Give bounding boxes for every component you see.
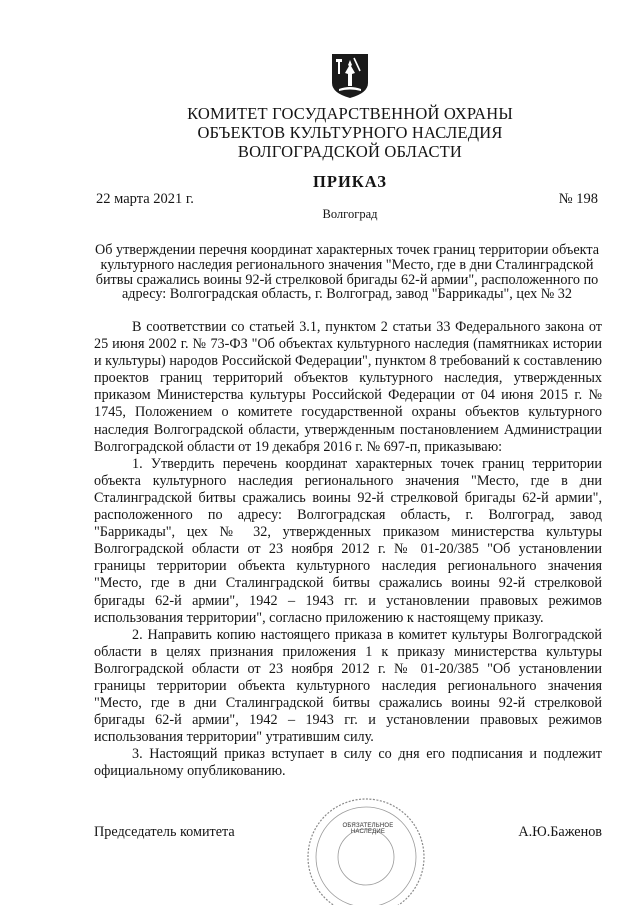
- order-number: № 198: [558, 191, 598, 207]
- order-title: ПРИКАЗ: [313, 172, 387, 191]
- committee-name-line: КОМИТЕТ ГОСУДАРСТВЕННОЙ ОХРАНЫ: [187, 104, 513, 123]
- preamble-paragraph: В соответствии со статьей 3.1, пунктом 2 статьи 33 Федерального закона от 25 июня 2002 г. № 73-ФЗ "Об объектах культурного наследия (памятниках истории и культуры) народов Российской Федерации", пунктом 8 требований к составлению проектов границ территорий объектов культурного наследия, утвержденных приказом Министерства культуры Российской Федерации от 04 июня 2015 г. № 1745, Положением о комитете государственной охраны объектов культурного наследия Волгоградской области, утвержденным постановлением Администрации Волгоградской области от 19 декабря 2016 г. № 697-п, приказываю:: [94, 319, 602, 455]
- official-stamp: [298, 785, 434, 905]
- order-subject: Об утверждении перечня координат характерных точек границ территории объекта культурного наследия регионального значения "Место, где в дни Сталинградской битвы сражались воины 92-й стрелковой бригады 62-й армии", расположенного по адресу: Волгоградская область, г. Волгоград, завод "Баррикады", цех № 32: [94, 242, 599, 303]
- stamp-text: ОБЯЗАТЕЛЬНОЕ НАСЛЕДИЕ: [342, 823, 394, 835]
- order-item-2: 2. Направить копию настоящего приказа в комитет культуры Волгоградской области в целях признания приложения 1 к приказу министерства культуры Волгоградской области от 23 ноября 2012 г. № 01-20/385 "Об установлении границы территории объекта культурного наследия регионального значения "Место, где в дни Сталинградской битвы сражались воины 92-й стрелковой бригады 62-й армии", 1942 – 1943 гг. и установлении правовых режимов использования территории" утратившим силу.: [94, 626, 602, 746]
- order-city: Волгоград: [322, 207, 378, 221]
- committee-name: [150, 104, 550, 161]
- signer-position: Председатель комитета: [94, 824, 235, 840]
- signer-name: А.Ю.Баженов: [518, 824, 602, 840]
- committee-name-line: ВОЛГОГРАДСКОЙ ОБЛАСТИ: [237, 142, 463, 161]
- order-date: 22 марта 2021 г.: [96, 191, 194, 207]
- committee-name-line: ОБЪЕКТОВ КУЛЬТУРНОГО НАСЛЕДИЯ: [197, 123, 503, 142]
- volgograd-coat-of-arms-icon: [331, 53, 369, 99]
- order-item-1: 1. Утвердить перечень координат характерных точек границ территории объекта культурного наследия регионального значения "Место, где в дни Сталинградской битвы сражались воины 92-й стрелковой бригады 62-й армии", расположенного по адресу: Волгоградская область, г. Волгоград, завод "Баррикады", цех № 32, утвержденных приказом министерства культуры Волгоградской области от 23 ноября 2012 г. № 01-20/385 "Об установлении границы территории объекта культурного наследия регионального значения "Место, где в дни Сталинградской битвы сражались воины 92-й стрелковой бригады 62-й армии", 1942 – 1943 гг. и установлении правовых режимов использования территории", согласно приложению к настоящему приказу.: [94, 455, 602, 626]
- order-body: [94, 319, 602, 781]
- order-item-3: 3. Настоящий приказ вступает в силу со дня его подписания и подлежит официальному опубликованию.: [94, 746, 602, 780]
